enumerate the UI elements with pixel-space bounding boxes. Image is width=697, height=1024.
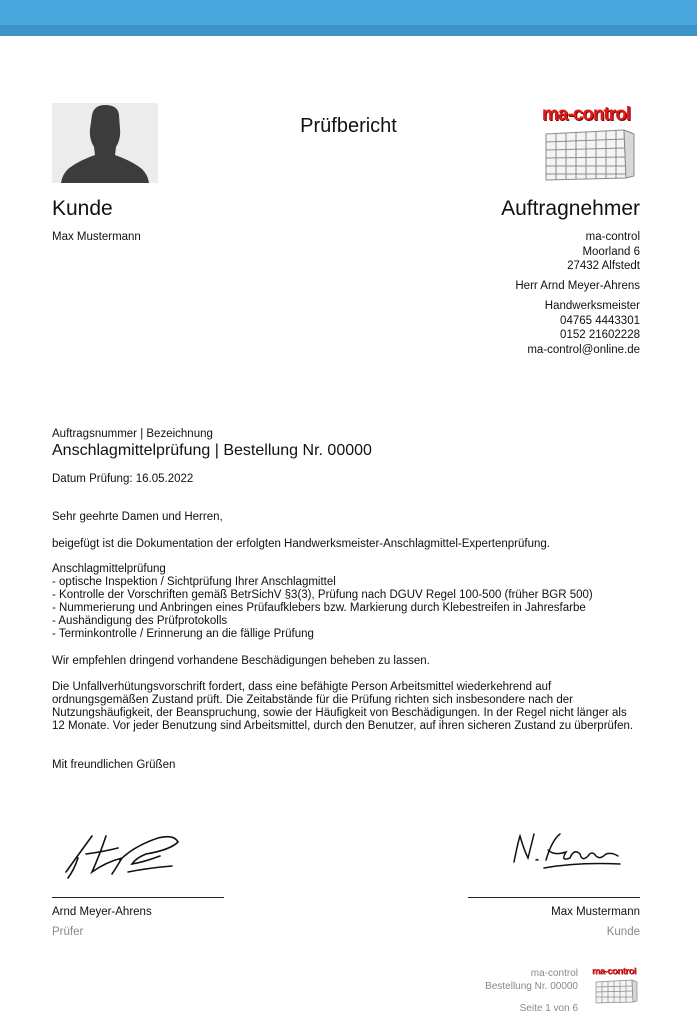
signature-right-image [508,828,628,876]
footer-company: ma-control [530,968,578,979]
signer-name-right: Max Mustermann [551,906,640,918]
list-item: - Terminkontrolle / Erinnerung an die fällige Prüfung [52,628,314,640]
regulation-paragraph: Die Unfallverhütungsvorschrift fordert, dass eine befähigte Person Arbeitsmittel wiederkehrend auf ordnungsgemäßen Zustand prüft. Die Zeitabstände für die Prüfung richten sich insbesondere nach der Nutzungshäufigkeit, der Beanspruchung, sowie der Häufigkeit von Beschädigungen. In der Regel nicht länger als 12 Monate. Vor jeder Benutzung sind Arbeitsmittel, durch den Benutzer, auf ihren sicheren Zustand zu überprüfen. [52,681,634,732]
signer-role-right: Kunde [606,926,640,938]
detail-title: Handwerksmeister [544,300,640,312]
footer-info [378,967,578,993]
phone-number: 04765 4443301 [560,314,640,327]
closing-text: Mit freundlichen Grüßen [52,759,176,771]
kunde-heading: Kunde [52,197,113,220]
page-number: Seite 1 von 6 [519,1003,578,1014]
recommendation-text: Wir empfehlen dringend vorhandene Beschädigungen beheben zu lassen. [52,655,430,667]
company-logo [530,104,642,184]
mobile-number: 0152 21602228 [560,329,640,341]
footer-logo [588,966,640,1006]
list-item: - Nummerierung und Anbringen eines Prüfaufklebers bzw. Markierung durch Klebestreifen in Jahresfarbe [52,602,586,614]
logo-text: ma-control [541,104,631,125]
service-list [52,563,652,641]
signature-left-image [62,828,192,884]
order-title: Anschlagmittelprüfung | Bestellung Nr. 00000 [52,442,372,459]
inspection-date: Datum Prüfung: 16.05.2022 [52,473,194,485]
contact-person: Herr Arnd Meyer-Ahrens [515,280,640,292]
footer-building-icon [588,966,640,1006]
intro-text: beigefügt ist die Dokumentation der erfolgten Handwerksmeister-Anschlagmittel-Expertenprüfung. [52,538,550,550]
signature-line-left [52,897,224,898]
auftragnehmer-heading: Auftragnehmer [501,197,640,220]
footer-order: Bestellung Nr. 00000 [485,981,578,992]
list-item: - Aushändigung des Prüfprotokolls [52,615,228,627]
list-item: - optische Inspektion / Sichtprüfung Ihrer Anschlagmittel [52,576,336,588]
salutation: Sehr geehrte Damen und Herren, [52,511,223,523]
address-line: Moorland 6 [582,245,640,258]
signer-role-left: Prüfer [52,926,84,938]
kunde-name: Max Mustermann [52,231,141,243]
address-line: ma-control [585,231,640,243]
footer-logo-text: ma-control [591,966,637,977]
service-list-title: Anschlagmittelprüfung [52,563,166,575]
top-bar-stripe [0,25,697,36]
address-line: 27432 Alfstedt [567,260,640,272]
auftragnehmer-address [340,230,640,274]
building-icon [530,104,642,184]
signer-name-left: Arnd Meyer-Ahrens [52,906,152,918]
order-label: Auftragsnummer | Bezeichnung [52,428,213,440]
signature-line-right [468,897,640,898]
document-title: Prüfbericht [300,115,397,137]
email-address: ma-control@online.de [527,343,640,356]
list-item: - Kontrolle der Vorschriften gemäß BetrSichV §3(3), Prüfung nach DGUV Regel 100-500 (früher BGR 500) [52,589,593,601]
auftragnehmer-details [340,299,640,357]
